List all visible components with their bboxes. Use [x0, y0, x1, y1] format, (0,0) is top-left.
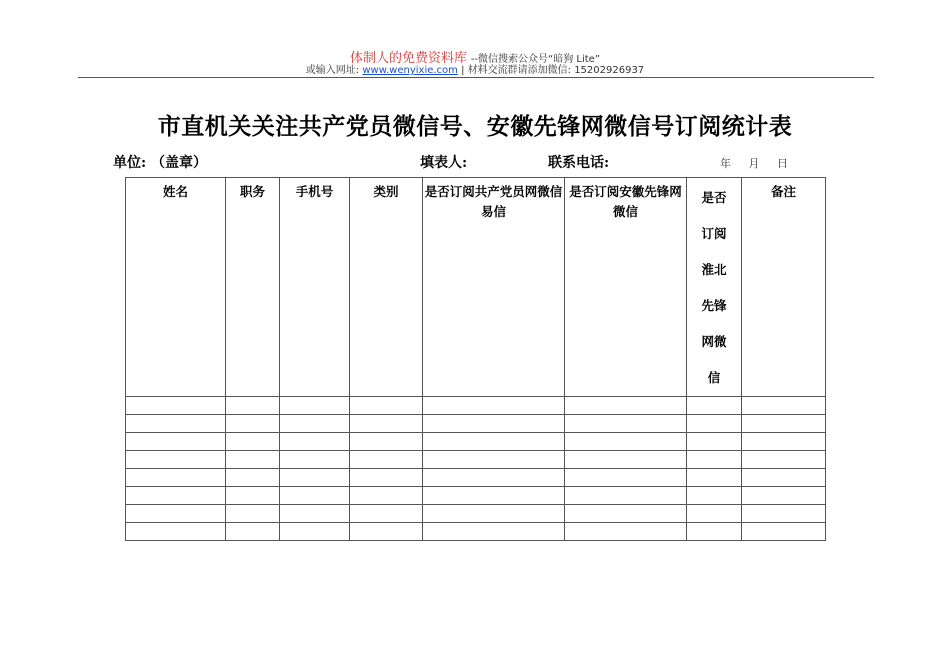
- phone-label: 联系电话:: [548, 155, 610, 171]
- table-cell[interactable]: [350, 505, 423, 523]
- banner-brand: 体制人的免费资料库: [349, 51, 467, 66]
- table-cell[interactable]: [423, 397, 565, 415]
- table-cell[interactable]: [280, 505, 350, 523]
- table-cell[interactable]: [226, 451, 280, 469]
- table-cell[interactable]: [280, 433, 350, 451]
- table-cell[interactable]: [226, 487, 280, 505]
- header-party-member-wechat: 是否订阅共产党员网微信易信: [423, 178, 565, 397]
- table-row: [126, 487, 826, 505]
- banner-contact-text: | 材料交流群请添加微信: 15202926937: [461, 65, 645, 76]
- table-cell[interactable]: [565, 505, 687, 523]
- date-label: 年 月 日: [720, 157, 788, 170]
- table-cell[interactable]: [423, 415, 565, 433]
- table-cell[interactable]: [280, 415, 350, 433]
- table-cell[interactable]: [226, 433, 280, 451]
- table-cell[interactable]: [687, 523, 742, 541]
- table-row: [126, 469, 826, 487]
- table-cell[interactable]: [687, 469, 742, 487]
- table-cell[interactable]: [423, 505, 565, 523]
- table-row: [126, 505, 826, 523]
- table-cell[interactable]: [742, 505, 826, 523]
- table-cell[interactable]: [423, 451, 565, 469]
- table-cell[interactable]: [565, 433, 687, 451]
- table-cell[interactable]: [565, 469, 687, 487]
- table-cell[interactable]: [742, 397, 826, 415]
- table-cell[interactable]: [687, 433, 742, 451]
- table-row: [126, 397, 826, 415]
- table-row: [126, 451, 826, 469]
- header-phone: 手机号: [280, 178, 350, 397]
- table-cell[interactable]: [350, 433, 423, 451]
- table-cell[interactable]: [742, 469, 826, 487]
- table-cell[interactable]: [565, 397, 687, 415]
- table-cell[interactable]: [280, 523, 350, 541]
- table-cell[interactable]: [742, 523, 826, 541]
- table-cell[interactable]: [350, 487, 423, 505]
- table-cell[interactable]: [350, 397, 423, 415]
- banner-site-link[interactable]: www.wenyixie.com: [362, 65, 458, 76]
- table-body: [126, 397, 826, 541]
- table-cell[interactable]: [565, 523, 687, 541]
- table-cell[interactable]: [687, 415, 742, 433]
- table-cell[interactable]: [742, 487, 826, 505]
- table-cell[interactable]: [350, 469, 423, 487]
- table-cell[interactable]: [350, 451, 423, 469]
- table-cell[interactable]: [280, 469, 350, 487]
- table-cell[interactable]: [226, 469, 280, 487]
- table-cell[interactable]: [226, 505, 280, 523]
- table-cell[interactable]: [742, 415, 826, 433]
- header-huaibei-line: 信: [707, 370, 721, 385]
- table-cell[interactable]: [565, 451, 687, 469]
- table-cell[interactable]: [742, 433, 826, 451]
- header-huaibei-line: 订阅: [701, 226, 727, 241]
- table-cell[interactable]: [226, 397, 280, 415]
- table-cell[interactable]: [742, 451, 826, 469]
- header-remarks: 备注: [742, 178, 826, 397]
- table-cell[interactable]: [126, 469, 226, 487]
- subscription-stats-table: [125, 177, 826, 541]
- banner-site-prefix: 或输入网址:: [305, 65, 360, 76]
- header-huaibei-line: 先锋: [701, 298, 727, 313]
- unit-label: 单位: （盖章）: [113, 155, 208, 171]
- table-row: [126, 415, 826, 433]
- table-cell[interactable]: [126, 523, 226, 541]
- table-cell[interactable]: [126, 415, 226, 433]
- header-huaibei-line: 淮北: [701, 262, 727, 277]
- banner-line-2: [0, 64, 950, 78]
- table-cell[interactable]: [126, 451, 226, 469]
- table-cell[interactable]: [423, 469, 565, 487]
- table-cell[interactable]: [350, 415, 423, 433]
- table-row: [126, 523, 826, 541]
- table-row: [126, 433, 826, 451]
- table-cell[interactable]: [126, 505, 226, 523]
- header-category: 类别: [350, 178, 423, 397]
- table-cell[interactable]: [423, 433, 565, 451]
- table-cell[interactable]: [126, 433, 226, 451]
- table-header-row: [126, 178, 826, 397]
- table-cell[interactable]: [226, 523, 280, 541]
- table-cell[interactable]: [280, 451, 350, 469]
- filler-label: 填表人:: [420, 155, 468, 171]
- table-cell[interactable]: [565, 415, 687, 433]
- table-cell[interactable]: [126, 487, 226, 505]
- header-name: 姓名: [126, 178, 226, 397]
- table-cell[interactable]: [423, 523, 565, 541]
- table-cell[interactable]: [280, 397, 350, 415]
- table-cell[interactable]: [350, 523, 423, 541]
- header-huaibei-line: 是否: [701, 190, 727, 205]
- banner-wechat-text: --微信搜索公众号“暗狗 Lite”: [470, 54, 601, 65]
- table-cell[interactable]: [687, 397, 742, 415]
- table-cell[interactable]: [280, 487, 350, 505]
- document-title: 市直机关关注共产党员微信号、安徽先锋网微信号订阅统计表: [157, 113, 793, 140]
- table-cell[interactable]: [126, 397, 226, 415]
- table-cell[interactable]: [423, 487, 565, 505]
- banner-divider: [78, 77, 874, 78]
- table-cell[interactable]: [687, 487, 742, 505]
- header-position: 职务: [226, 178, 280, 397]
- header-huaibei-pioneer-wechat: [687, 178, 742, 397]
- table-cell[interactable]: [687, 505, 742, 523]
- table-cell[interactable]: [226, 415, 280, 433]
- table-cell[interactable]: [565, 487, 687, 505]
- table-cell[interactable]: [687, 451, 742, 469]
- header-anhui-pioneer-wechat: 是否订阅安徽先锋网微信: [565, 178, 687, 397]
- header-huaibei-line: 网微: [701, 334, 727, 349]
